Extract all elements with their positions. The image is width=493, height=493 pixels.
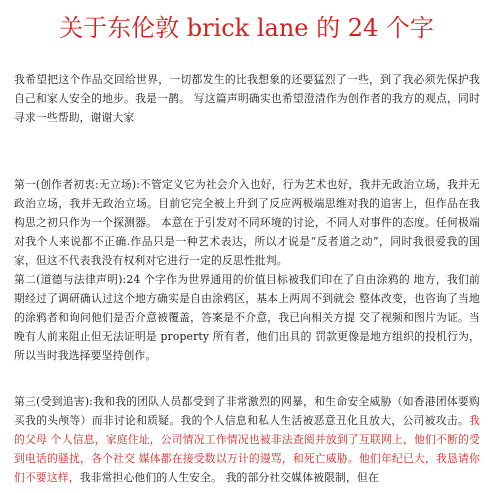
paragraph-second-statement-text: 第二(道德与法律声明):24 个字作为世界通用的价值目标被我们印在了自由涂鸦的 地方，我们前期经过了调研确认过这个地方确实是自由涂鸦区，基本上两周不到就会 整体改变，也咨询了当地的涂鸦者和询问他们是否介意被覆盖，答案是不介意，我已向相关方提 交了视频和图片为证。当晚有人前来阻止但无法证明是 property 所有者，他们出具的 罚款更像是地方组织的投机行为，所以当时我选择要坚持创作。: [14, 273, 480, 362]
paragraph-intro-text: 我希望把这个作品交回给世界，一切都发生的比我想象的还要猛烈了一些，到了我必须先保护我自己和家人安全的地步。我是一鹊。 写这篇声明确实也希望澄清作为创作者的我方的观点，同时寻求一些帮助，谢谢大家: [14, 73, 480, 124]
paragraph-third-statement-tail: 我非常担心他们的人生安全。 我的部分社交媒体被限制，但在: [79, 471, 379, 484]
paragraph-first-statement-text: 第一(创作者初衷:无立场):不管定义它为社会介入也好，行为艺术也好，我并无政治立场，我并无政治立场，我并无政治立场。目前它完全被上升到了反应两极端思维对我的追害上，但作品在我构思之初只作为一个探测器。 本意在于引发对不同环境的讨论，不同人对事件的态度。任何极端对我个人来说都不正确.作品只是一种艺术表达，所以才说是“反者道之动”，同时我很爱我的国家，但这不代表我没有权利对它进行一定的反思性批判。: [14, 178, 480, 267]
paragraph-third-statement-text: 第三(受到追害):我和我的团队人员都受到了非常激烈的网暴，和生命安全威胁（如香港团体要购买我的头颅等）而非讨论和质疑。我的个人信息和私人生活被恶意丑化且放大，公司被攻击。: [14, 395, 480, 427]
paragraph-third-statement-highlight: 我的父母 个人信息，家庭住址，公司情况工作情况也被非法查阅并放到了互联网上，他们不断的受到电话的骚扰，各个社交 媒体都在接受数以万计的谩骂，和死亡威胁。他们年纪已大，我恳请你们不要这样，: [14, 414, 480, 484]
paragraph-second-statement: [14, 270, 480, 365]
paragraph-first-statement: [14, 175, 480, 270]
paragraph-third-statement: [14, 392, 480, 487]
document-title: [0, 12, 493, 44]
paragraph-intro: [14, 70, 480, 127]
title-text: 关于东伦敦 brick lane 的 24 个字: [59, 14, 434, 42]
